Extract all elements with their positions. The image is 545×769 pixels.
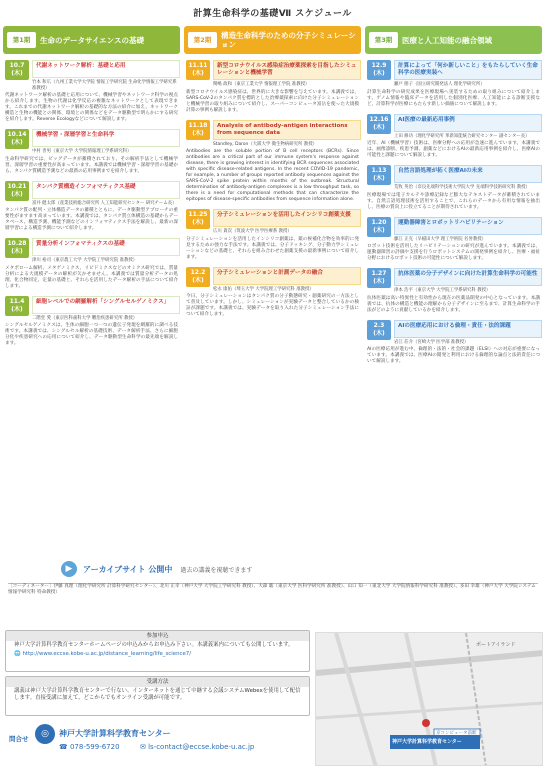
lecture-description: 医療現場では電子カルテや診療記録など膨大なテキストデータが蓄積されています。自然言語処理技術を活用することで、これらのデータから有用な情報を抽出し、医療の質向上に役立てることが期待されています。 [367, 192, 540, 210]
lecture-description: シングルセルゲノミクスは、生体の細胞一つ一つの遺伝子発現を網羅的に調べる技術です。本講義では、シングルセル解析の基礎技術、データ解析手法、さらに細胞分化や疾患研究への応用について紹介し、データ駆動型生命科学の最先端を解説します。 [5, 323, 178, 346]
date-text: 10.21 [7, 182, 27, 190]
lecture-title: 代謝ネットワーク解析：基礎と応用 [32, 60, 180, 78]
lecture-title: 計算によって「何か新しいこと」をもたらしていく生命科学の医療実装へ [394, 60, 542, 80]
lecture-description: ロボット技術を活用したリハビリテーションの研究が進んでいます。本講義では、運動器障害の評価や支援を行うロボットシステムの開発事例を紹介し、医療・福祉分野におけるロボット技術の可能性について解説します。 [367, 244, 540, 261]
day-text: (木) [373, 175, 385, 182]
lecture-speaker: 中村 善男（東京大学 大学院情報理工学系研究科） [32, 149, 132, 154]
apply-url-text[interactable]: http://www.eccse.kobe-u.ac.jp/distance_learning/life_science7/ [22, 651, 192, 657]
lecture-speaker: 岩江 荘介（宮崎大学 医学部 准教授） [394, 339, 469, 345]
lecture-speaker: 関嶋 政和（東京工業大学 情報理工学院 准教授） [213, 82, 310, 87]
lecture-description: Antibodies are the soluble portion of B cell receptors (BCRs). Since antibodies are a critical part of our immune system's response against disease, there is growing interest in identifying BCR sequences associated with specific disease-related antigens. In the recent COVID-19 pandemic, for example, a number of groups reported antibody sequences against the SARS-CoV-2 spike protein within months of the outbreak. Structural determination of antibody-antigen complexes is a low throughput task, so there is a need for computational methods that can characterize the epitopes of disease-specific antibodies from sequence information alone. [186, 149, 359, 202]
day-text: (木) [373, 329, 385, 337]
lecture-title: 質量分析インフォマティクスの基礎 [32, 238, 180, 256]
method-text: 講義は神戸大学計算科学教育センターで行ない、インターネットを通じて中継する会議システムWebexを使用して配信します。直接受講に加えて、どこからでもオンライン受講が可能です。 [14, 688, 301, 701]
lecture-title: AIの医療応用における倫理・責任・法的課題 [394, 320, 542, 338]
lecture-1 [184, 60, 361, 114]
day-text: (木) [11, 70, 23, 77]
map-label-building: 神戸大学計算科学教育センター [392, 739, 462, 745]
lecture-speaker: 瀬戸 朋子（国立研究開発法人 理化学研究所） [394, 82, 485, 87]
lecture-description: 分子シミュレーションを活用したインシリコ創薬は、薬の候補化合物を効率的に発見するための強力な手法です。本講義では、分子ドッキング、分子動力学シミュレーションなどの基礎と、それらを組み合わせた創薬支援の最新事例について紹介します。 [186, 236, 359, 260]
date-text: 10.7 [9, 62, 25, 69]
date-text: 2.3 [373, 321, 385, 329]
date-text: 11.11 [188, 62, 208, 69]
column-header [3, 26, 180, 54]
lecture-description: 抗体医薬は高い特異性と有効性から現在の医薬品開発の中心となっています。本講義では、抗体の構造と機能の理解から分子デザインに至るまで、計算生命科学の手法がどのように貢献しているかを紹介します。 [367, 295, 540, 313]
lecture-title: Analysis of antibody-antigen interactions from sequence data [213, 120, 361, 140]
lecture-title: タンパク質構造インフォマティクス基礎 [32, 181, 180, 199]
lecture-description: 新型コロナウイルス感染症は、世界的に大きな影響を与えています。本講義では、SARS-CoV-2のタンパク質を標的とした治療薬探索に向けた分子シミュレーションと機械学習の取り組みについて紹介し、スーパーコンピュータ富岳を使った大規模計算の事例も解説します。 [186, 89, 359, 113]
lecture-title: 機械学習・深層学習と生命科学 [32, 129, 180, 147]
period-badge: 第3期 [369, 32, 398, 48]
lecture-title: 抗体医薬の分子デザインに向けた計算生命科学の可能性 [394, 268, 542, 286]
globe-icon: 🌐 [14, 651, 23, 657]
lecture-title: AI医療の最新応用事例 [394, 114, 542, 132]
logo-icon: ◎ [35, 724, 55, 744]
column-1 [3, 26, 180, 551]
lecture-speaker: 藤江 正克（早稲田大学 理工学術院 名誉教授） [394, 236, 487, 242]
date-text: 11.4 [9, 297, 25, 305]
lecture-title: 新型コロナウイルス感染症治療薬探索を目指したシミュレーションと機械学習 [213, 60, 361, 80]
day-text: (木) [192, 276, 204, 284]
lecture-description: 生命科学研究では、ビッグデータが蓄積されており、その解析手法として機械学習、深層学習の重要性が高まっています。本講義では機械学習・深層学習の基礎から、タンパク質構造予測などの最新の応用事例までを紹介します。 [5, 156, 178, 174]
archive-banner[interactable] [3, 555, 542, 583]
day-text: (木) [11, 248, 23, 255]
date-text: 12.16 [369, 115, 389, 123]
lecture-1 [365, 60, 542, 108]
lecture-title: 分子シミュレーションと計測データの融合 [213, 267, 361, 285]
phone-icon: ☎ [59, 743, 70, 751]
lecture-description: メタボローム解析、メタゲノミクス、リピドミクスなどのオミクス研究では、質量分析による大規模データの解析が欠かせません。本講義では質量分析データの処理、化合物同定、定量の基礎と、それらを活用したデータ解析の手法について紹介します。 [5, 265, 178, 289]
date-text: 10.28 [7, 240, 27, 247]
lecture-date [5, 296, 29, 316]
lecture-date [5, 129, 29, 149]
lecture-title: 運動器障害とロボットリハビリテーション [394, 217, 542, 235]
day-text: (木) [192, 219, 204, 226]
lecture-title: 分子シミュレーションを活用したインシリコ創薬支援 [213, 209, 361, 227]
play-icon: ▶ [61, 561, 77, 577]
contact-tel[interactable] [59, 743, 120, 751]
method-heading: 受講方法 [6, 677, 309, 687]
lecture-4 [3, 238, 180, 290]
lecture-speaker: 津本 浩平（東京大学 大学院工学系研究科 教授） [394, 288, 491, 293]
date-text: 1.13 [371, 167, 387, 174]
lecture-2 [3, 129, 180, 175]
contact-block [5, 720, 310, 764]
date-text: 10.14 [7, 131, 27, 138]
map-label-port: ポートアイランド [476, 642, 516, 648]
lecture-date [367, 60, 391, 80]
day-text: (木) [373, 226, 385, 234]
column-title: 医療と人工知能の融合領域 [402, 36, 492, 45]
lecture-date [186, 120, 210, 140]
archive-title: アーカイブサイト 公開中 [83, 564, 173, 574]
lecture-date [5, 238, 29, 258]
day-text: (木) [373, 278, 385, 285]
day-text: (木) [11, 190, 23, 198]
lecture-speaker: 二階堂 愛（東京医科歯科大学 難治疾患研究所 教授） [32, 315, 138, 321]
lecture-date [5, 181, 29, 201]
contact-org: 神戸大学計算科学教育センター [59, 729, 171, 738]
lecture-description: タンパク質の配列・立体構造データの蓄積とともに、データ駆動型アプローチの重要性がますます高まっています。本講義では、タンパク質立体構造の基礎からデータベース、構造予測、機能予測などのインフォマティクス手法を解説し、最新の深層学習による構造予測について紹介します。 [5, 208, 178, 231]
date-text: 11.25 [188, 211, 208, 218]
lecture-date [367, 165, 391, 185]
lecture-description: 今日、分子シミュレーションはタンパク質の分子動態研究・創薬研究の一方法として普及しています。しかし、シミュレーションが実験データと整合しているかの検証が課題です。本講義では、実験データを取り入れた分子シミュレーション手法について紹介します。 [186, 294, 359, 317]
lecture-speaker: 竹本 和広（九州工業大学大学院 情報工学研究院 生命化学情報工学研究系 准教授） [32, 80, 177, 91]
period-badge: 第1期 [7, 32, 36, 48]
day-text: (木) [192, 70, 204, 77]
lecture-description: 代謝ネットワーク解析の基礎と応用について、機械学習やネットワーク科学の視点から紹介します。生物の代謝は化学反応の複雑なネットワークとして表現できます。これまでの代謝ネットワーク解析の基礎的な方法の紹介に加え、ネットワーク構造と生物の機能との関係、環境との関係などをデータ駆動型で明らかにする研究を紹介します。Reverse Ecologyなどについて解説します。 [5, 93, 178, 122]
contact-email[interactable] [140, 743, 254, 751]
lecture-title: 細胞レベルでの網羅解析「シングルセルゲノミクス」 [32, 296, 180, 314]
page-title: 計算生命科学の基礎Ⅶ スケジュール [193, 9, 352, 19]
date-text: 11.18 [188, 121, 208, 129]
lecture-speaker: 荒牧 英治（奈良先端科学技術大学院大学 先端科学技術研究科 教授） [394, 185, 530, 190]
lecture-speaker: 上田 修功（理化学研究所 革新知能統合研究センター 副センター長） [394, 133, 530, 139]
lecture-3 [184, 209, 361, 261]
lecture-3 [365, 165, 542, 211]
map-graphic [316, 633, 543, 766]
day-text: (木) [11, 305, 23, 313]
lecture-description: AIの医療応用が進む中、倫理的・法的・社会的課題（ELSI）への対応が重要になっています。本講義では、医療AIの開発と利用における倫理的な論点と法的責任について解説します。 [367, 347, 540, 364]
date-text: 12.9 [371, 62, 387, 69]
day-text: (木) [373, 123, 385, 131]
column-3 [365, 26, 542, 551]
lecture-description: 近年、AI（機械学習）技術は、医療分野への応用が急速に進んでいます。本講義では、画像診断、疾患予測、創薬などにおけるAIの最新応用事例を紹介し、医療AIの可能性と課題について解説します。 [367, 141, 540, 158]
lecture-5 [365, 268, 542, 314]
lecture-2 [365, 114, 542, 160]
lecture-speaker: Standley, Daron（大阪大学 微生物病研究所 教授） [213, 141, 317, 147]
column-header [184, 26, 361, 54]
coordinators: ［コーディネーター］伊藤 真理（理化学研究所 計算科学研究センター）、北川 正幸（神戸大学 大学院工学研究科 教授）、大森 聡（東京大学 医科学研究所 准教授）、山口 知一（東北大学 大学院情報科学研究科 准教授）、多田 幸雄（神戸大学 大学院システム情報学研究科 特命教授） [8, 583, 538, 627]
apply-box [5, 630, 310, 672]
day-text: (木) [192, 129, 204, 137]
apply-heading: 参加申込 [6, 631, 309, 641]
lecture-4 [365, 217, 542, 263]
date-text: 1.20 [371, 218, 387, 226]
lecture-date [367, 320, 391, 340]
day-text: (木) [373, 70, 385, 77]
apply-text: 神戸大学計算科学教育センターホームページの申込みからお申込み下さい。本講義案内についても公開しています。 [14, 642, 294, 648]
lecture-description: 計算生命科学の研究成果を医療現場へ実装するための取り組みについて紹介します。ゲノム情報や臨床データを活用した個別化医療、人工知能による診断支援など、計算科学が医療にもたらす新しい価値について解説します。 [367, 89, 540, 107]
lecture-date [186, 60, 210, 80]
lecture-speaker: 広川 貴次（筑波大学 医学医療系 教授） [213, 229, 292, 234]
day-text: (木) [11, 139, 23, 146]
lecture-speaker: 津川 裕司（東京農工大学 大学院工学研究院 准教授） [32, 258, 138, 263]
method-box [5, 676, 310, 716]
contact-label: 問合せ [9, 735, 29, 743]
apply-url[interactable] [6, 650, 309, 659]
lecture-date [186, 267, 210, 287]
access-map [315, 632, 543, 766]
column-header [365, 26, 542, 54]
mail-icon: ✉ [140, 743, 149, 751]
column-title: 生命のデータサイエンスの基礎 [40, 36, 144, 45]
period-badge: 第2期 [188, 32, 217, 48]
lecture-date [367, 114, 391, 134]
lecture-date [186, 209, 210, 229]
lecture-1 [3, 60, 180, 123]
date-text: 12.2 [190, 268, 206, 276]
date-text: 1.27 [371, 270, 387, 277]
lecture-3 [3, 181, 180, 233]
lecture-4 [184, 267, 361, 319]
lecture-date [5, 60, 29, 80]
lecture-speaker: 富井 健太郎（産業技術総合研究所 人工知能研究センター 研究チーム長） [32, 200, 177, 206]
lecture-speaker: 松永 康佑（埼玉大学 大学院理工学研究科 准教授） [213, 286, 314, 292]
lecture-date [367, 217, 391, 237]
column-title: 構造生命科学のための分子シミュレーション [221, 31, 356, 49]
tel-text[interactable]: 078-599-6720 [69, 743, 120, 751]
archive-subtitle: 過去の講義を視聴できます [180, 566, 253, 574]
lecture-6 [365, 320, 542, 366]
lecture-5 [3, 296, 180, 348]
lecture-title: 自然言語処理が拓く医療AIの未来 [394, 165, 542, 183]
lecture-date [367, 268, 391, 288]
email-text[interactable]: ls-contact@eccse.kobe-u.ac.jp [148, 743, 255, 751]
lecture-2 [184, 120, 361, 204]
column-2 [184, 26, 361, 551]
map-label-station: 京コンピュータ前駅 [436, 731, 477, 736]
